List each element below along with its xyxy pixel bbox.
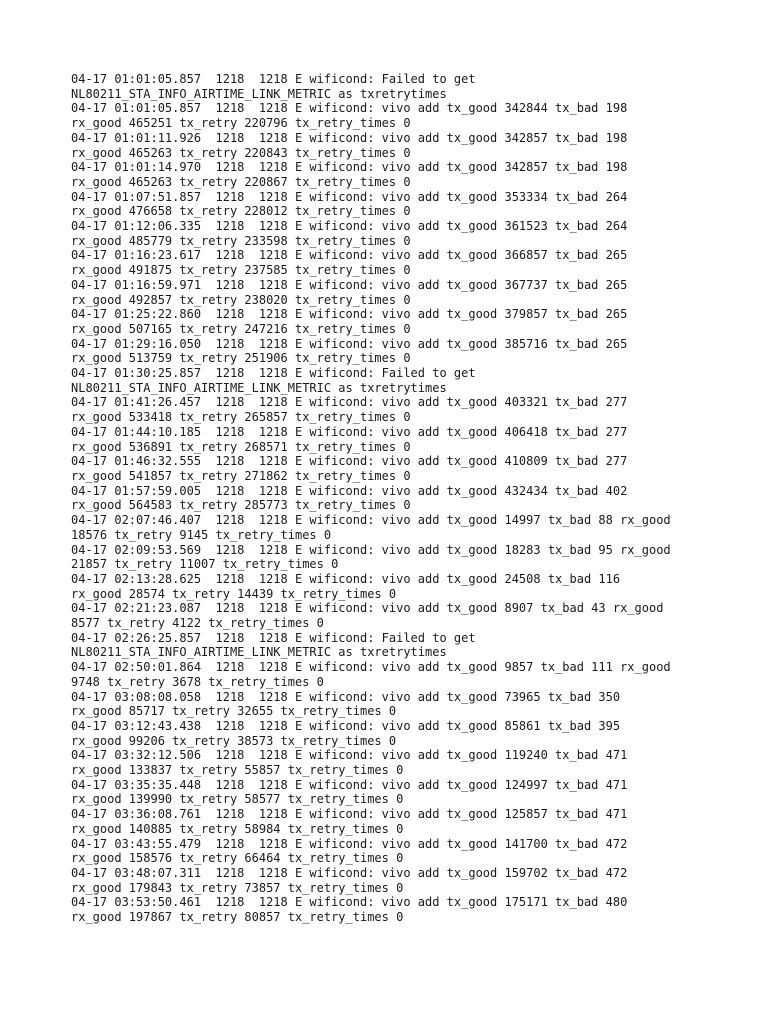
log-line: 04-17 03:32:12.506 1218 1218 E wificond: vivo add tx_good 119240 tx_bad 471 bbox=[71, 748, 628, 763]
log-line: 04-17 01:29:16.050 1218 1218 E wificond: vivo add tx_good 385716 tx_bad 265 bbox=[71, 336, 628, 351]
log-line: 04-17 01:07:51.857 1218 1218 E wificond: vivo add tx_good 353334 tx_bad 264 bbox=[71, 189, 628, 204]
log-line: 04-17 03:48:07.311 1218 1218 E wificond: vivo add tx_good 159702 tx_bad 472 bbox=[71, 865, 628, 880]
log-line: 04-17 01:16:59.971 1218 1218 E wificond: vivo add tx_good 367737 tx_bad 265 bbox=[71, 277, 628, 292]
log-line: 04-17 03:36:08.761 1218 1218 E wificond: vivo add tx_good 125857 tx_bad 471 bbox=[71, 807, 628, 822]
log-line: 04-17 01:01:05.857 1218 1218 E wificond: Failed to get bbox=[71, 72, 476, 86]
log-line: rx_good 133837 tx_retry 55857 tx_retry_times 0 bbox=[71, 763, 404, 778]
log-line: rx_good 139990 tx_retry 58577 tx_retry_times 0 bbox=[71, 792, 404, 807]
log-line: rx_good 465263 tx_retry 220867 tx_retry_times 0 bbox=[71, 174, 411, 189]
log-line: 18576 tx_retry 9145 tx_retry_times 0 bbox=[71, 527, 332, 542]
log-line: rx_good 507165 tx_retry 247216 tx_retry_times 0 bbox=[71, 321, 411, 336]
log-line: 04-17 02:26:25.857 1218 1218 E wificond: Failed to get bbox=[71, 630, 476, 645]
log-text-block bbox=[71, 72, 731, 925]
log-line: NL80211_STA_INFO_AIRTIME_LINK_METRIC as txretrytimes bbox=[71, 645, 447, 660]
log-line: rx_good 197867 tx_retry 80857 tx_retry_times 0 bbox=[71, 910, 404, 925]
log-line: 04-17 01:01:05.857 1218 1218 E wificond: vivo add tx_good 342844 tx_bad 198 bbox=[71, 101, 628, 116]
log-line: rx_good 491875 tx_retry 237585 tx_retry_times 0 bbox=[71, 263, 411, 278]
log-line: 04-17 01:16:23.617 1218 1218 E wificond: vivo add tx_good 366857 tx_bad 265 bbox=[71, 248, 628, 263]
log-line: 04-17 02:21:23.087 1218 1218 E wificond: vivo add tx_good 8907 tx_bad 43 rx_good bbox=[71, 601, 664, 616]
log-line: rx_good 99206 tx_retry 38573 tx_retry_times 0 bbox=[71, 733, 397, 748]
log-line: 04-17 03:53:50.461 1218 1218 E wificond: vivo add tx_good 175171 tx_bad 480 bbox=[71, 895, 628, 910]
log-line: rx_good 541857 tx_retry 271862 tx_retry_times 0 bbox=[71, 468, 411, 483]
log-line: 04-17 01:01:11.926 1218 1218 E wificond: vivo add tx_good 342857 tx_bad 198 bbox=[71, 130, 628, 145]
log-line: rx_good 533418 tx_retry 265857 tx_retry_times 0 bbox=[71, 410, 411, 425]
log-line: rx_good 28574 tx_retry 14439 tx_retry_times 0 bbox=[71, 586, 397, 601]
log-line: 04-17 01:44:10.185 1218 1218 E wificond: vivo add tx_good 406418 tx_bad 277 bbox=[71, 424, 628, 439]
log-line: rx_good 158576 tx_retry 66464 tx_retry_times 0 bbox=[71, 851, 404, 866]
log-line: rx_good 140885 tx_retry 58984 tx_retry_times 0 bbox=[71, 821, 404, 836]
log-line: 21857 tx_retry 11007 tx_retry_times 0 bbox=[71, 557, 339, 572]
log-line: rx_good 465263 tx_retry 220843 tx_retry_times 0 bbox=[71, 145, 411, 160]
log-line: 04-17 01:25:22.860 1218 1218 E wificond: vivo add tx_good 379857 tx_bad 265 bbox=[71, 307, 628, 322]
log-line: rx_good 85717 tx_retry 32655 tx_retry_times 0 bbox=[71, 704, 397, 719]
log-line: 04-17 01:01:14.970 1218 1218 E wificond: vivo add tx_good 342857 tx_bad 198 bbox=[71, 160, 628, 175]
log-line: 04-17 01:57:59.005 1218 1218 E wificond: vivo add tx_good 432434 tx_bad 402 bbox=[71, 483, 628, 498]
log-line: 04-17 03:35:35.448 1218 1218 E wificond: vivo add tx_good 124997 tx_bad 471 bbox=[71, 777, 628, 792]
log-line: 04-17 01:41:26.457 1218 1218 E wificond: vivo add tx_good 403321 tx_bad 277 bbox=[71, 395, 628, 410]
log-line: NL80211_STA_INFO_AIRTIME_LINK_METRIC as txretrytimes bbox=[71, 86, 447, 101]
log-line: NL80211_STA_INFO_AIRTIME_LINK_METRIC as txretrytimes bbox=[71, 380, 447, 395]
log-line: 04-17 02:13:28.625 1218 1218 E wificond: vivo add tx_good 24508 tx_bad 116 bbox=[71, 571, 621, 586]
log-line: rx_good 564583 tx_retry 285773 tx_retry_times 0 bbox=[71, 498, 411, 513]
log-line: rx_good 492857 tx_retry 238020 tx_retry_times 0 bbox=[71, 292, 411, 307]
log-line: 04-17 02:50:01.864 1218 1218 E wificond: vivo add tx_good 9857 tx_bad 111 rx_good bbox=[71, 660, 671, 675]
log-line: 9748 tx_retry 3678 tx_retry_times 0 bbox=[71, 674, 324, 689]
log-line: rx_good 179843 tx_retry 73857 tx_retry_times 0 bbox=[71, 880, 404, 895]
log-line: 04-17 01:46:32.555 1218 1218 E wificond: vivo add tx_good 410809 tx_bad 277 bbox=[71, 454, 628, 469]
log-line: rx_good 465251 tx_retry 220796 tx_retry_times 0 bbox=[71, 116, 411, 131]
log-line: 04-17 02:07:46.407 1218 1218 E wificond: vivo add tx_good 14997 tx_bad 88 rx_good bbox=[71, 513, 671, 528]
log-line: rx_good 513759 tx_retry 251906 tx_retry_times 0 bbox=[71, 351, 411, 366]
log-line: rx_good 485779 tx_retry 233598 tx_retry_times 0 bbox=[71, 233, 411, 248]
log-line: 8577 tx_retry 4122 tx_retry_times 0 bbox=[71, 616, 324, 631]
log-line: 04-17 01:12:06.335 1218 1218 E wificond: vivo add tx_good 361523 tx_bad 264 bbox=[71, 219, 628, 234]
log-line: 04-17 03:43:55.479 1218 1218 E wificond: vivo add tx_good 141700 tx_bad 472 bbox=[71, 836, 628, 851]
log-line: 04-17 03:08:08.058 1218 1218 E wificond: vivo add tx_good 73965 tx_bad 350 bbox=[71, 689, 621, 704]
log-line: rx_good 536891 tx_retry 268571 tx_retry_times 0 bbox=[71, 439, 411, 454]
log-line: 04-17 03:12:43.438 1218 1218 E wificond: vivo add tx_good 85861 tx_bad 395 bbox=[71, 718, 621, 733]
log-line: 04-17 01:30:25.857 1218 1218 E wificond: Failed to get bbox=[71, 366, 476, 381]
log-line: rx_good 476658 tx_retry 228012 tx_retry_times 0 bbox=[71, 204, 411, 219]
log-line: 04-17 02:09:53.569 1218 1218 E wificond: vivo add tx_good 18283 tx_bad 95 rx_good bbox=[71, 542, 671, 557]
